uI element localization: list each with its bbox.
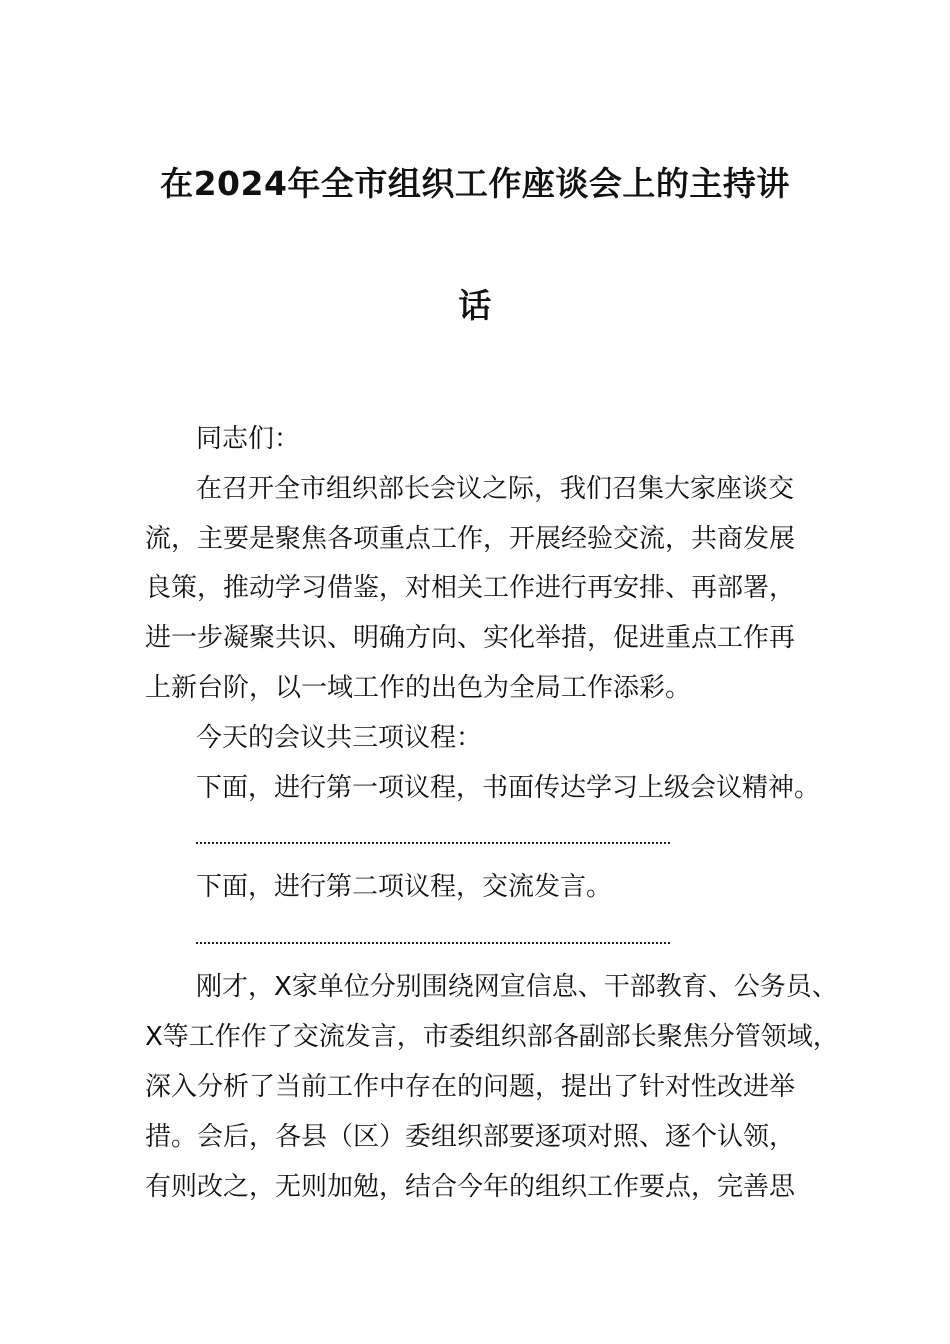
- paragraph-line: 刚才，X家单位分别围绕网宣信息、干部教育、公务员、: [196, 972, 838, 1002]
- greeting: 同志们：: [196, 424, 301, 454]
- paragraph-line: 有则改之，无则加勉，结合今年的组织工作要点，完善思: [145, 1172, 796, 1202]
- paragraph-line: 良策，推动学习借鉴，对相关工作进行再安排、再部署，: [145, 573, 796, 603]
- agenda-intro: 今天的会议共三项议程：: [196, 723, 483, 753]
- paragraph-line: 措。会后，各县（区）委组织部要逐项对照、逐个认领，: [145, 1122, 796, 1152]
- paragraph-line: 在召开全市组织部长会议之际，我们召集大家座谈交: [196, 474, 795, 504]
- agenda-item-1: 下面，进行第一项议程，书面传达学习上级会议精神。: [196, 773, 821, 803]
- document-title-line-2: 话: [458, 286, 492, 325]
- agenda-item-2: 下面，进行第二项议程，交流发言。: [196, 872, 613, 902]
- paragraph-line: 上新台阶，以一域工作的出色为全局工作添彩。: [145, 673, 692, 703]
- paragraph-line: 流，主要是聚焦各项重点工作，开展经验交流，共商发展: [145, 524, 796, 554]
- paragraph-line: 深入分析了当前工作中存在的问题，提出了针对性改进举: [145, 1072, 796, 1102]
- document-title-line-1: 在2024年全市组织工作座谈会上的主持讲: [160, 164, 790, 203]
- dotted-separator: [196, 842, 670, 844]
- paragraph-line: 进一步凝聚共识、明确方向、实化举措，促进重点工作再: [145, 623, 796, 653]
- paragraph-line: X等工作作了交流发言，市委组织部各副部长聚焦分管领域，: [145, 1022, 839, 1052]
- dotted-separator: [196, 942, 670, 944]
